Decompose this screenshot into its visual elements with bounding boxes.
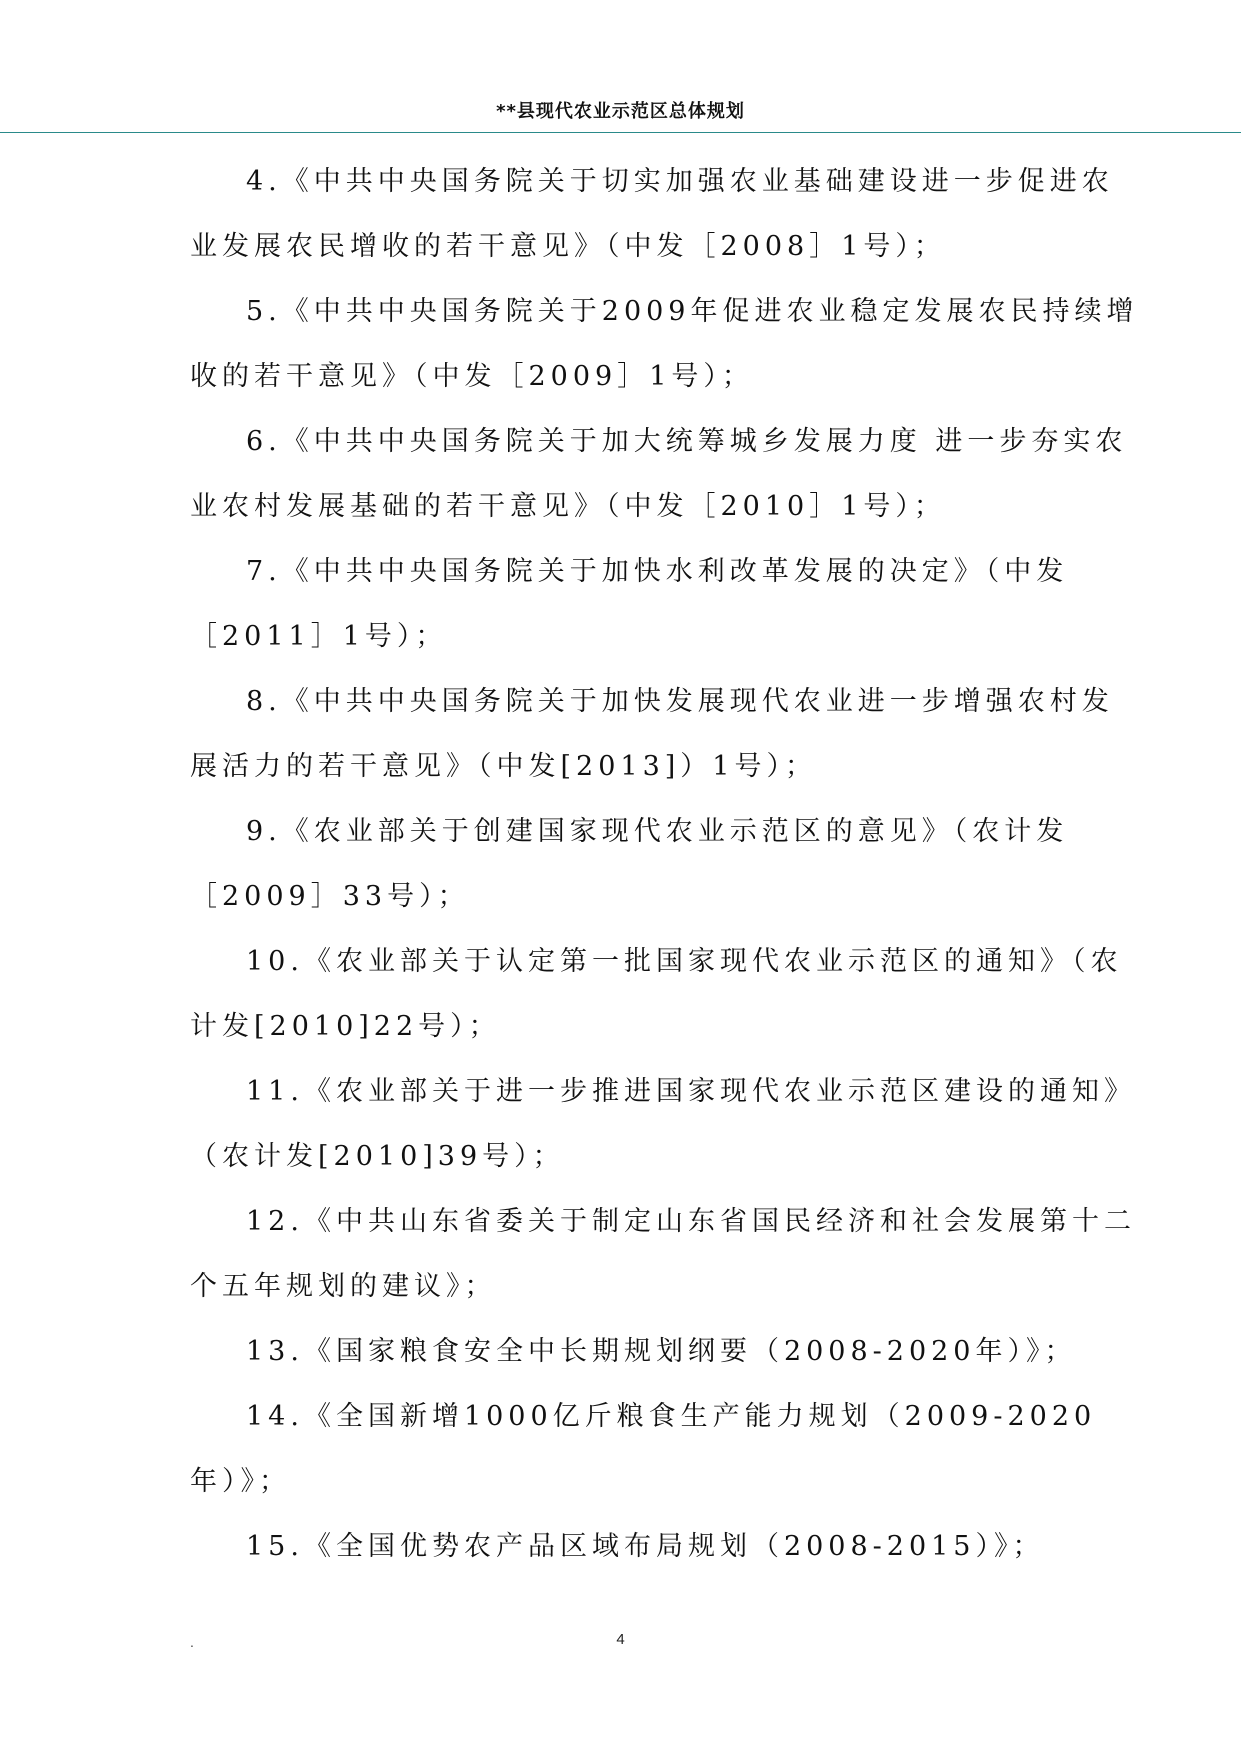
list-item-10-line-2: 计发[2010]22号）； — [190, 1011, 501, 1042]
list-item-8-line-1: 8.《中共中央国务院关于加快发展现代农业进一步增强农村发 — [246, 686, 1114, 717]
list-item-7-line-2: ［2011］1号）； — [190, 621, 448, 652]
page-header-title: **县现代农业示范区总体规划 — [496, 101, 745, 122]
list-item-5-line-1: 5.《中共中央国务院关于2009年促进农业稳定发展农民持续增 — [246, 296, 1139, 327]
list-item-11-line-2: （农计发[2010]39号）； — [190, 1141, 565, 1172]
list-item-11-line-1: 11.《农业部关于进一步推进国家现代农业示范区建设的通知》 — [246, 1076, 1136, 1107]
list-item-10-line-1: 10.《农业部关于认定第一批国家现代农业示范区的通知》（农 — [246, 946, 1123, 977]
list-item-14-line-2: 年）》； — [190, 1466, 291, 1497]
list-item-9-line-2: ［2009］33号）； — [190, 881, 470, 912]
list-item-12-line-1: 12.《中共山东省委关于制定山东省国民经济和社会发展第十二 — [246, 1206, 1136, 1237]
list-item-8-line-2: 展活力的若干意见》（中发[2013]）1号）； — [190, 751, 817, 782]
list-item-4-line-1: 4.《中共中央国务院关于切实加强农业基础建设进一步促进农 — [246, 166, 1114, 197]
footer-mark: . — [190, 1634, 194, 1650]
header-divider — [0, 132, 1241, 133]
document-body — [190, 157, 1139, 1587]
list-item-13-line-1: 13.《国家粮食安全中长期规划纲要（2008-2020年）》； — [246, 1336, 1077, 1367]
list-item-9-line-1: 9.《农业部关于创建国家现代农业示范区的意见》（农计发 — [246, 816, 1069, 847]
list-item-6-line-1: 6.《中共中央国务院关于加大统筹城乡发展力度 进一步夯实农 — [246, 426, 1128, 457]
page-number: 4 — [616, 1631, 625, 1648]
list-item-5-line-2: 收的若干意见》（中发［2009］1号）； — [190, 361, 754, 392]
list-item-7-line-1: 7.《中共中央国务院关于加快水利改革发展的决定》（中发 — [246, 556, 1069, 587]
list-item-15-line-1: 15.《全国优势农产品区域布局规划（2008-2015）》； — [246, 1531, 1045, 1562]
list-item-14-line-1: 14.《全国新增1000亿斤粮食生产能力规划（2009-2020 — [246, 1401, 1097, 1432]
list-item-4-line-2: 业发展农民增收的若干意见》（中发［2008］1号）； — [190, 231, 946, 262]
list-item-12-line-2: 个五年规划的建议》； — [190, 1271, 497, 1302]
list-item-6-line-2: 业农村发展基础的若干意见》（中发［2010］1号）； — [190, 491, 946, 522]
